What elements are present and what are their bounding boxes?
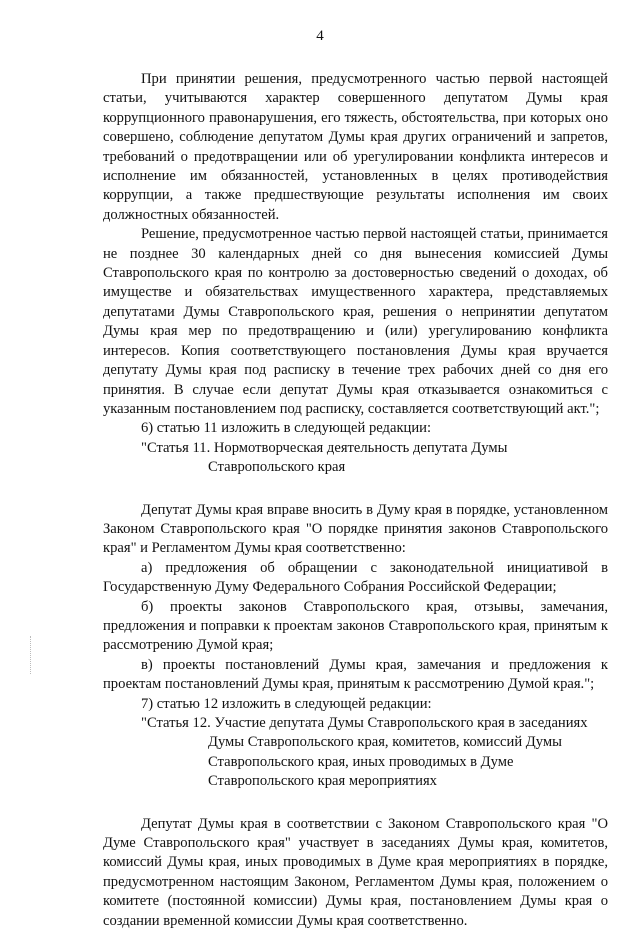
article-11-heading: [103, 439, 608, 478]
article-12-heading-line-4: Ставропольского края мероприятиях: [208, 773, 437, 790]
paragraph-consideration: При принятии решения, предусмотренного частью первой настоящей статьи, учитываются характер совершенного депутатом Думы края коррупционного правонарушения, его тяжесть, обстоятельства, при которых оно совершено, соблюдение депутатом Думы края других ограничений и запретов, требований о предотвращении или об урегулировании конфликта интересов и исполнение им обязанностей, установленных в целях противодействия коррупции, а также предшествующие результаты исполнения им своих должностных обязанностей.: [103, 71, 608, 223]
document-body: [103, 70, 608, 931]
paragraph-amend-article-11: 6) статью 11 изложить в следующей редакции:: [141, 420, 432, 437]
paragraph-amend-article-12: 7) статью 12 изложить в следующей редакции:: [141, 695, 432, 712]
page-number: 4: [316, 28, 324, 44]
spacer: [103, 792, 608, 811]
article-12-heading: [103, 714, 608, 792]
article-11-heading-line-1: "Статья 11. Нормотворческая деятельность депутата Думы: [141, 439, 508, 456]
article-12-heading-line-1: "Статья 12. Участие депутата Думы Ставропольского края в заседаниях: [141, 715, 588, 731]
article-12-heading-line-3: Ставропольского края, иных проводимых в Думе: [208, 753, 514, 770]
list-item-a: а) предложения об обращении с законодательной инициативой в Государственную Думу Федерального Собрания Российской Федерации;: [103, 559, 608, 596]
list-item-b: б) проекты законов Ставропольского края, отзывы, замечания, предложения и поправки к проектам законов Ставропольского края, принятым к рассмотрению Думой края;: [103, 598, 608, 654]
paragraph-right-to-submit: Депутат Думы края вправе вносить в Думу края в порядке, установленном Законом Ставропольского края "О порядке принятия законов Ставропольского края" и Регламентом Думы края соответственно:: [103, 501, 608, 557]
list-item-c: в) проекты постановлений Думы края, замечания и предложения к проектам постановлений Думы края, принятым к рассмотрению Думой края.";: [103, 656, 608, 693]
margin-mark: [30, 636, 32, 674]
paragraph-decision-deadline: Решение, предусмотренное частью первой настоящей статьи, принимается не позднее 30 календарных дней со дня вынесения комиссией Думы Ставропольского края по контролю за достоверностью сведений о доходах, об имуществе и обязательствах имущественного характера, представляемых депутатами Думы Ставропольского края, решения о непринятии депутатом Думы края мер по предотвращению и (или) урегулированию конфликта интересов. Копия соответствующего постановления Думы края вручается депутату Думы края под расписку в течение трех рабочих дней со дня его принятия. В случае если депутат Думы края отказывается ознакомиться с указанным постановлением под расписку, составляется соответствующий акт.";: [103, 226, 608, 417]
article-11-heading-line-2: Ставропольского края: [208, 459, 346, 476]
spacer: [103, 478, 608, 497]
paragraph-participation: Депутат Думы края в соответствии с Законом Ставропольского края "О Думе Ставропольского края" участвует в заседаниях Думы края, комитетов, комиссий Думы края, иных проводимых в Думе края мероприятиях в порядке, предусмотренном настоящим Законом, Регламентом Думы края, положением о комитете (постоянной комиссии) Думы края, постановлением Думы края о создании временной комиссии Думы края соответственно.: [103, 815, 608, 929]
article-12-heading-line-2: Думы Ставропольского края, комитетов, комиссий Думы: [208, 734, 562, 751]
